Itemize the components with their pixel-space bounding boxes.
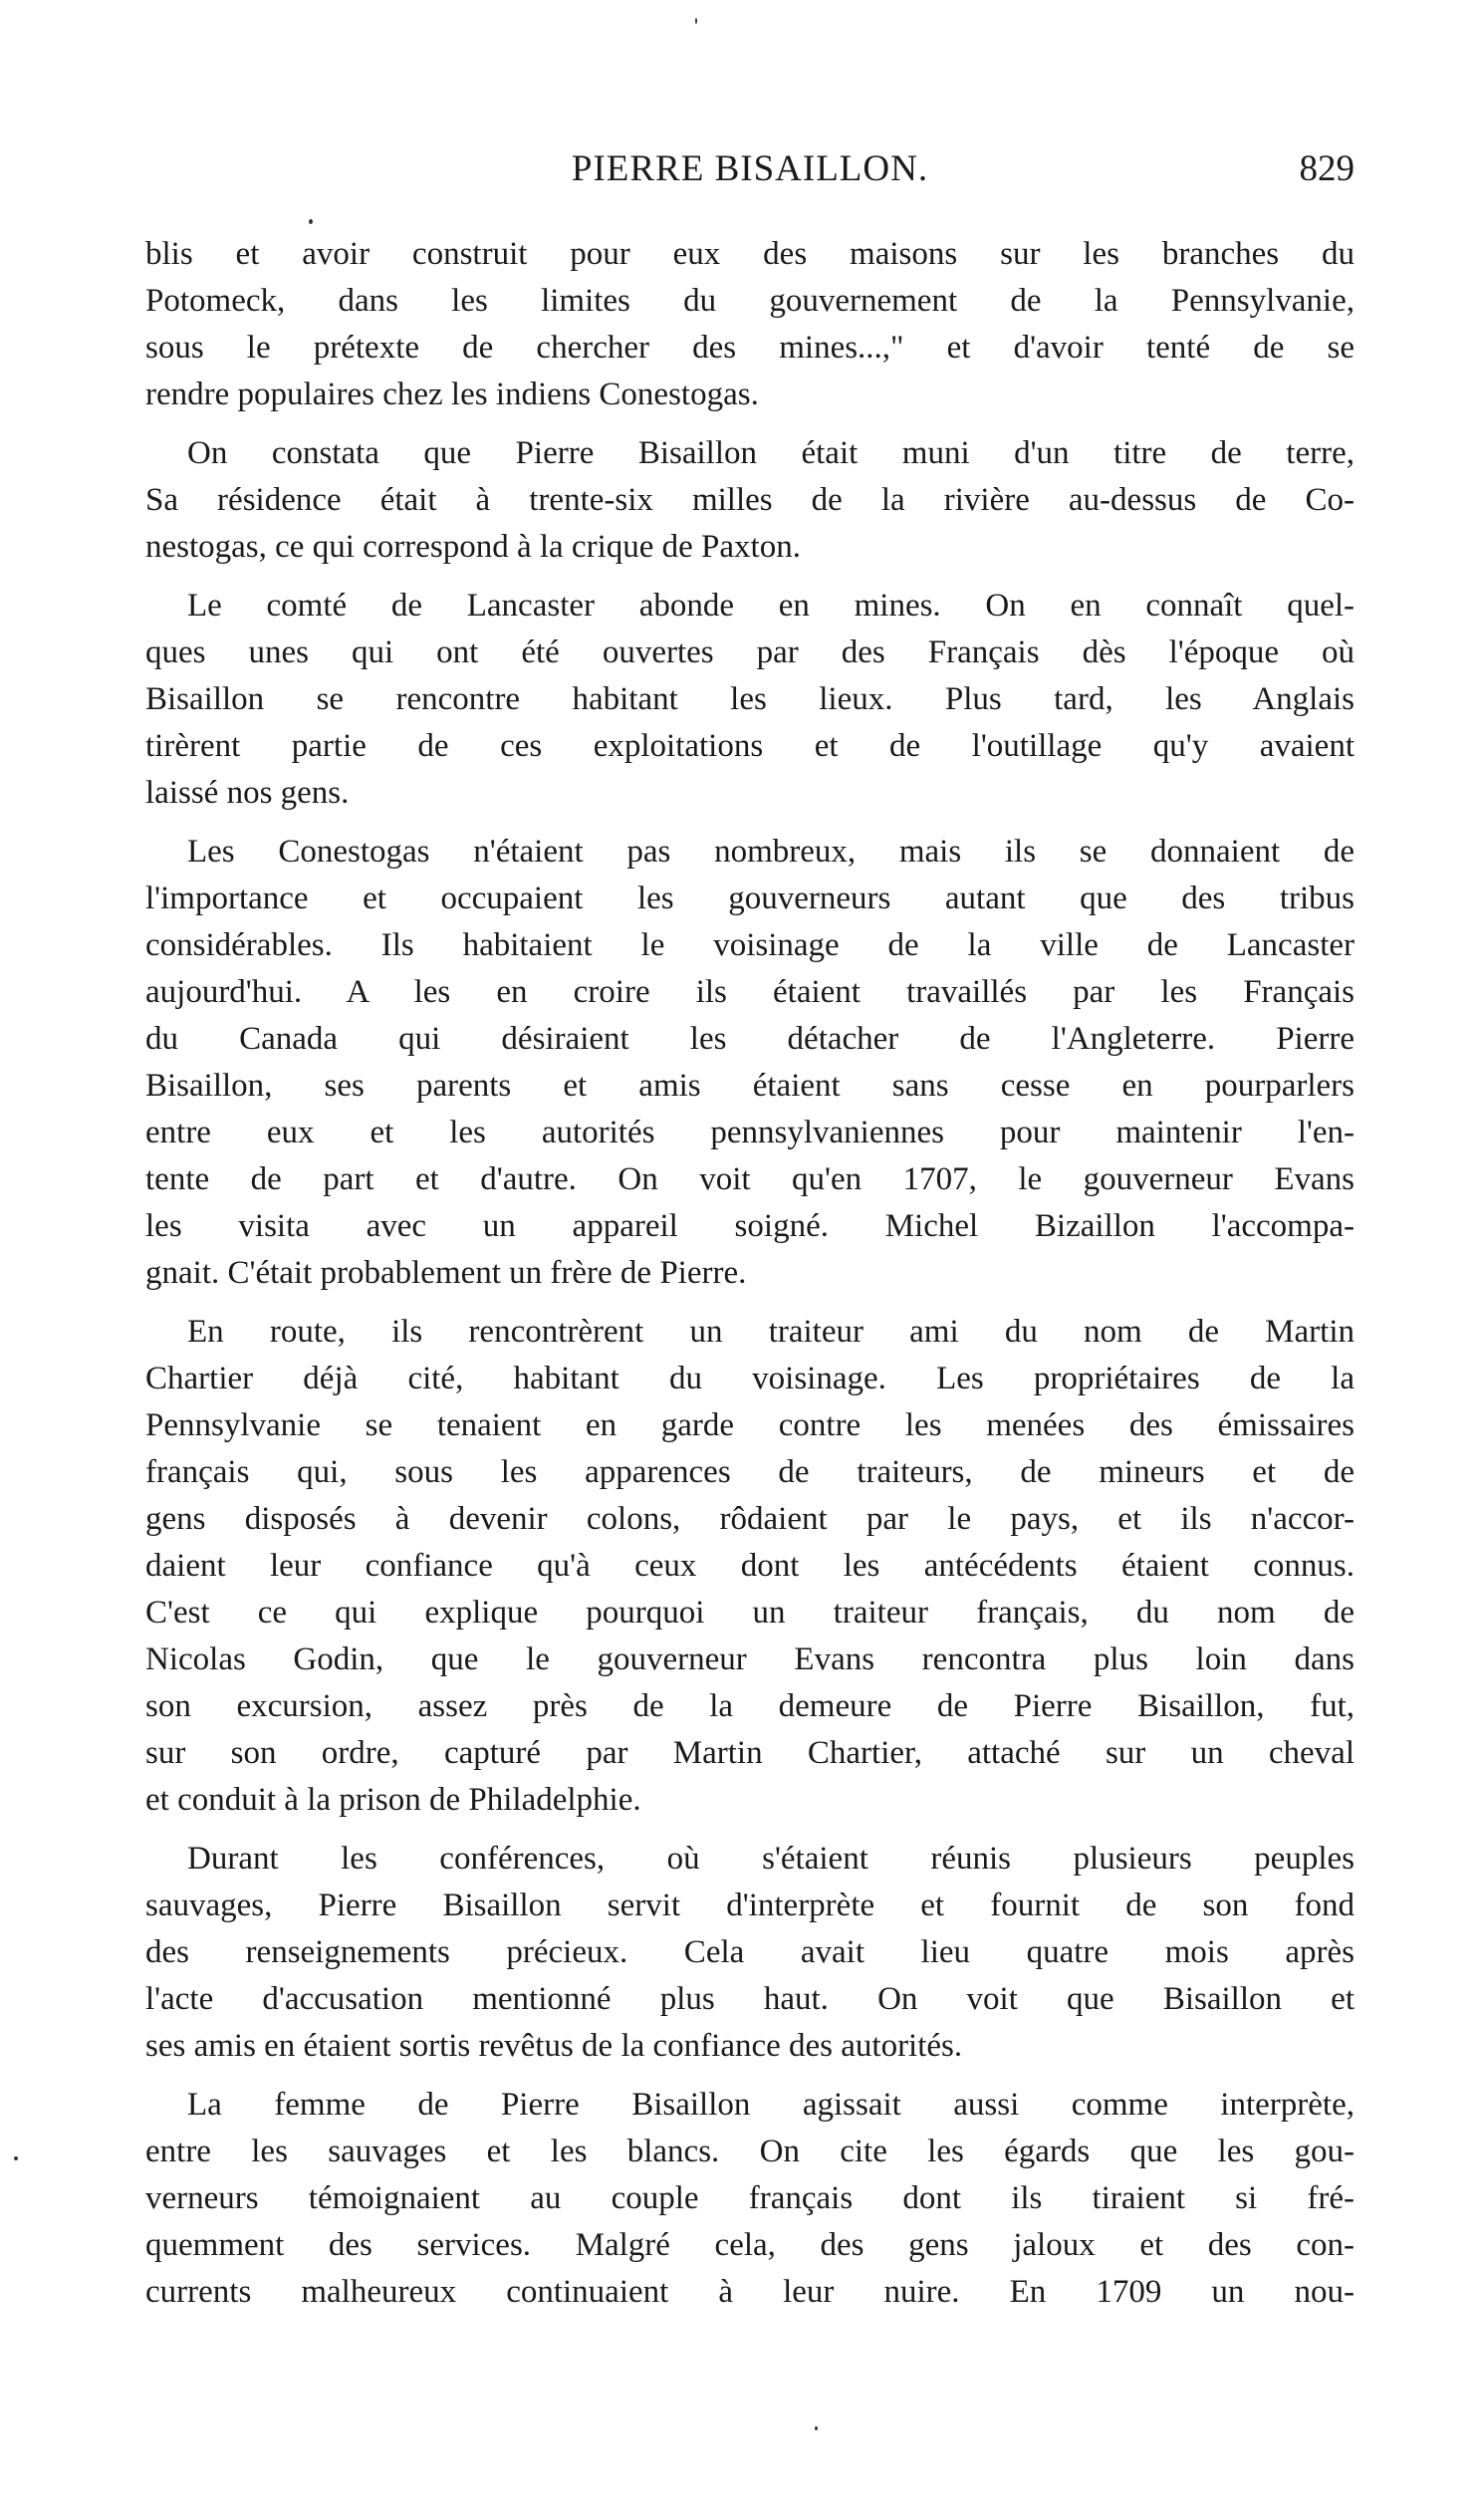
text-line: En route, ils rencontrèrent un traiteur ami du nom de Martin <box>187 1314 1355 1350</box>
text-line: sous le prétexte de chercher des mines...," et d'avoir tenté de se <box>145 330 1355 366</box>
text-line: tirèrent partie de ces exploitations et de l'outillage qu'y avaient <box>145 728 1355 764</box>
text-line: laissé nos gens. <box>145 775 350 811</box>
text-line: rendre populaires chez les indiens Conestogas. <box>145 377 759 412</box>
text-line: gnait. C'était probablement un frère de Pierre. <box>145 1255 747 1291</box>
text-line: aujourd'hui. A les en croire ils étaient travaillés par les Français <box>145 974 1355 1010</box>
paragraph <box>145 583 1355 817</box>
running-head <box>145 139 1355 199</box>
text-line: C'est ce qui explique pourquoi un traiteur français, du nom de <box>145 1595 1355 1631</box>
text-line: Potomeck, dans les limites du gouvernement de la Pennsylvanie, <box>145 283 1355 319</box>
paragraph <box>145 1836 1355 2070</box>
text-line: Sa résidence était à trente-six milles de la rivière au-dessus de Co- <box>145 482 1355 518</box>
text-line: quemment des services. Malgré cela, des gens jaloux et des con- <box>145 2227 1355 2263</box>
text-line: ques unes qui ont été ouvertes par des Français dès l'époque où <box>145 634 1355 670</box>
running-title: PIERRE BISAILLON. <box>571 148 929 189</box>
text-line: les visita avec un appareil soigné. Michel Bizaillon l'accompa- <box>145 1208 1355 1244</box>
body-text <box>145 231 1355 2328</box>
print-speck <box>14 2156 18 2160</box>
text-line: Les Conestogas n'étaient pas nombreux, mais ils se donnaient de <box>187 834 1355 870</box>
text-line: Durant les conférences, où s'étaient réunis plusieurs peuples <box>187 1841 1355 1877</box>
text-line: Chartier déjà cité, habitant du voisinage. Les propriétaires de la <box>145 1361 1355 1396</box>
text-line: considérables. Ils habitaient le voisinage de la ville de Lancaster <box>145 927 1355 963</box>
text-line: Le comté de Lancaster abonde en mines. On en connaît quel- <box>187 588 1355 624</box>
paragraph <box>145 231 1355 418</box>
text-line: français qui, sous les apparences de traiteurs, de mineurs et de <box>145 1454 1355 1490</box>
text-line: On constata que Pierre Bisaillon était muni d'un titre de terre, <box>187 435 1355 471</box>
text-line: blis et avoir construit pour eux des maisons sur les branches du <box>145 236 1355 272</box>
text-line: sur son ordre, capturé par Martin Chartier, attaché sur un cheval <box>145 1735 1355 1771</box>
text-line: l'acte d'accusation mentionné plus haut. On voit que Bisaillon et <box>145 1981 1355 2017</box>
print-speck <box>695 18 697 24</box>
text-line: La femme de Pierre Bisaillon agissait aussi comme interprète, <box>187 2087 1355 2123</box>
paragraph <box>145 1309 1355 1824</box>
text-line: daient leur confiance qu'à ceux dont les antécédents étaient connus. <box>145 1548 1355 1584</box>
print-speck <box>815 2426 818 2430</box>
text-line: des renseignements précieux. Cela avait lieu quatre mois après <box>145 1934 1355 1970</box>
text-line: ses amis en étaient sortis revêtus de la confiance des autorités. <box>145 2028 963 2064</box>
text-line: Pennsylvanie se tenaient en garde contre les menées des émissaires <box>145 1407 1355 1443</box>
text-line: currents malheureux continuaient à leur nuire. En 1709 un nou- <box>145 2274 1355 2310</box>
text-line: Nicolas Godin, que le gouverneur Evans rencontra plus loin dans <box>145 1641 1355 1677</box>
text-line: entre eux et les autorités pennsylvaniennes pour maintenir l'en- <box>145 1115 1355 1150</box>
page-number: 829 <box>1299 148 1355 189</box>
text-line: gens disposés à devenir colons, rôdaient par le pays, et ils n'accor- <box>145 1501 1355 1537</box>
text-line: l'importance et occupaient les gouverneurs autant que des tribus <box>145 881 1355 916</box>
text-line: Bisaillon se rencontre habitant les lieux. Plus tard, les Anglais <box>145 681 1355 717</box>
paragraph <box>145 430 1355 571</box>
text-line: du Canada qui désiraient les détacher de l'Angleterre. Pierre <box>145 1021 1355 1057</box>
paragraph <box>145 829 1355 1297</box>
text-line: tente de part et d'autre. On voit qu'en 1707, le gouverneur Evans <box>145 1161 1355 1197</box>
text-line: son excursion, assez près de la demeure de Pierre Bisaillon, fut, <box>145 1688 1355 1724</box>
print-speck <box>309 219 313 224</box>
text-line: nestogas, ce qui correspond à la crique de Paxton. <box>145 529 801 565</box>
paragraph <box>145 2082 1355 2316</box>
text-line: sauvages, Pierre Bisaillon servit d'interprète et fournit de son fond <box>145 1888 1355 1923</box>
text-line: verneurs témoignaient au couple français dont ils tiraient si fré- <box>145 2180 1355 2216</box>
text-line: Bisaillon, ses parents et amis étaient sans cesse en pourparlers <box>145 1068 1355 1104</box>
text-line: entre les sauvages et les blancs. On cite les égards que les gou- <box>145 2134 1355 2169</box>
text-line: et conduit à la prison de Philadelphie. <box>145 1782 641 1818</box>
